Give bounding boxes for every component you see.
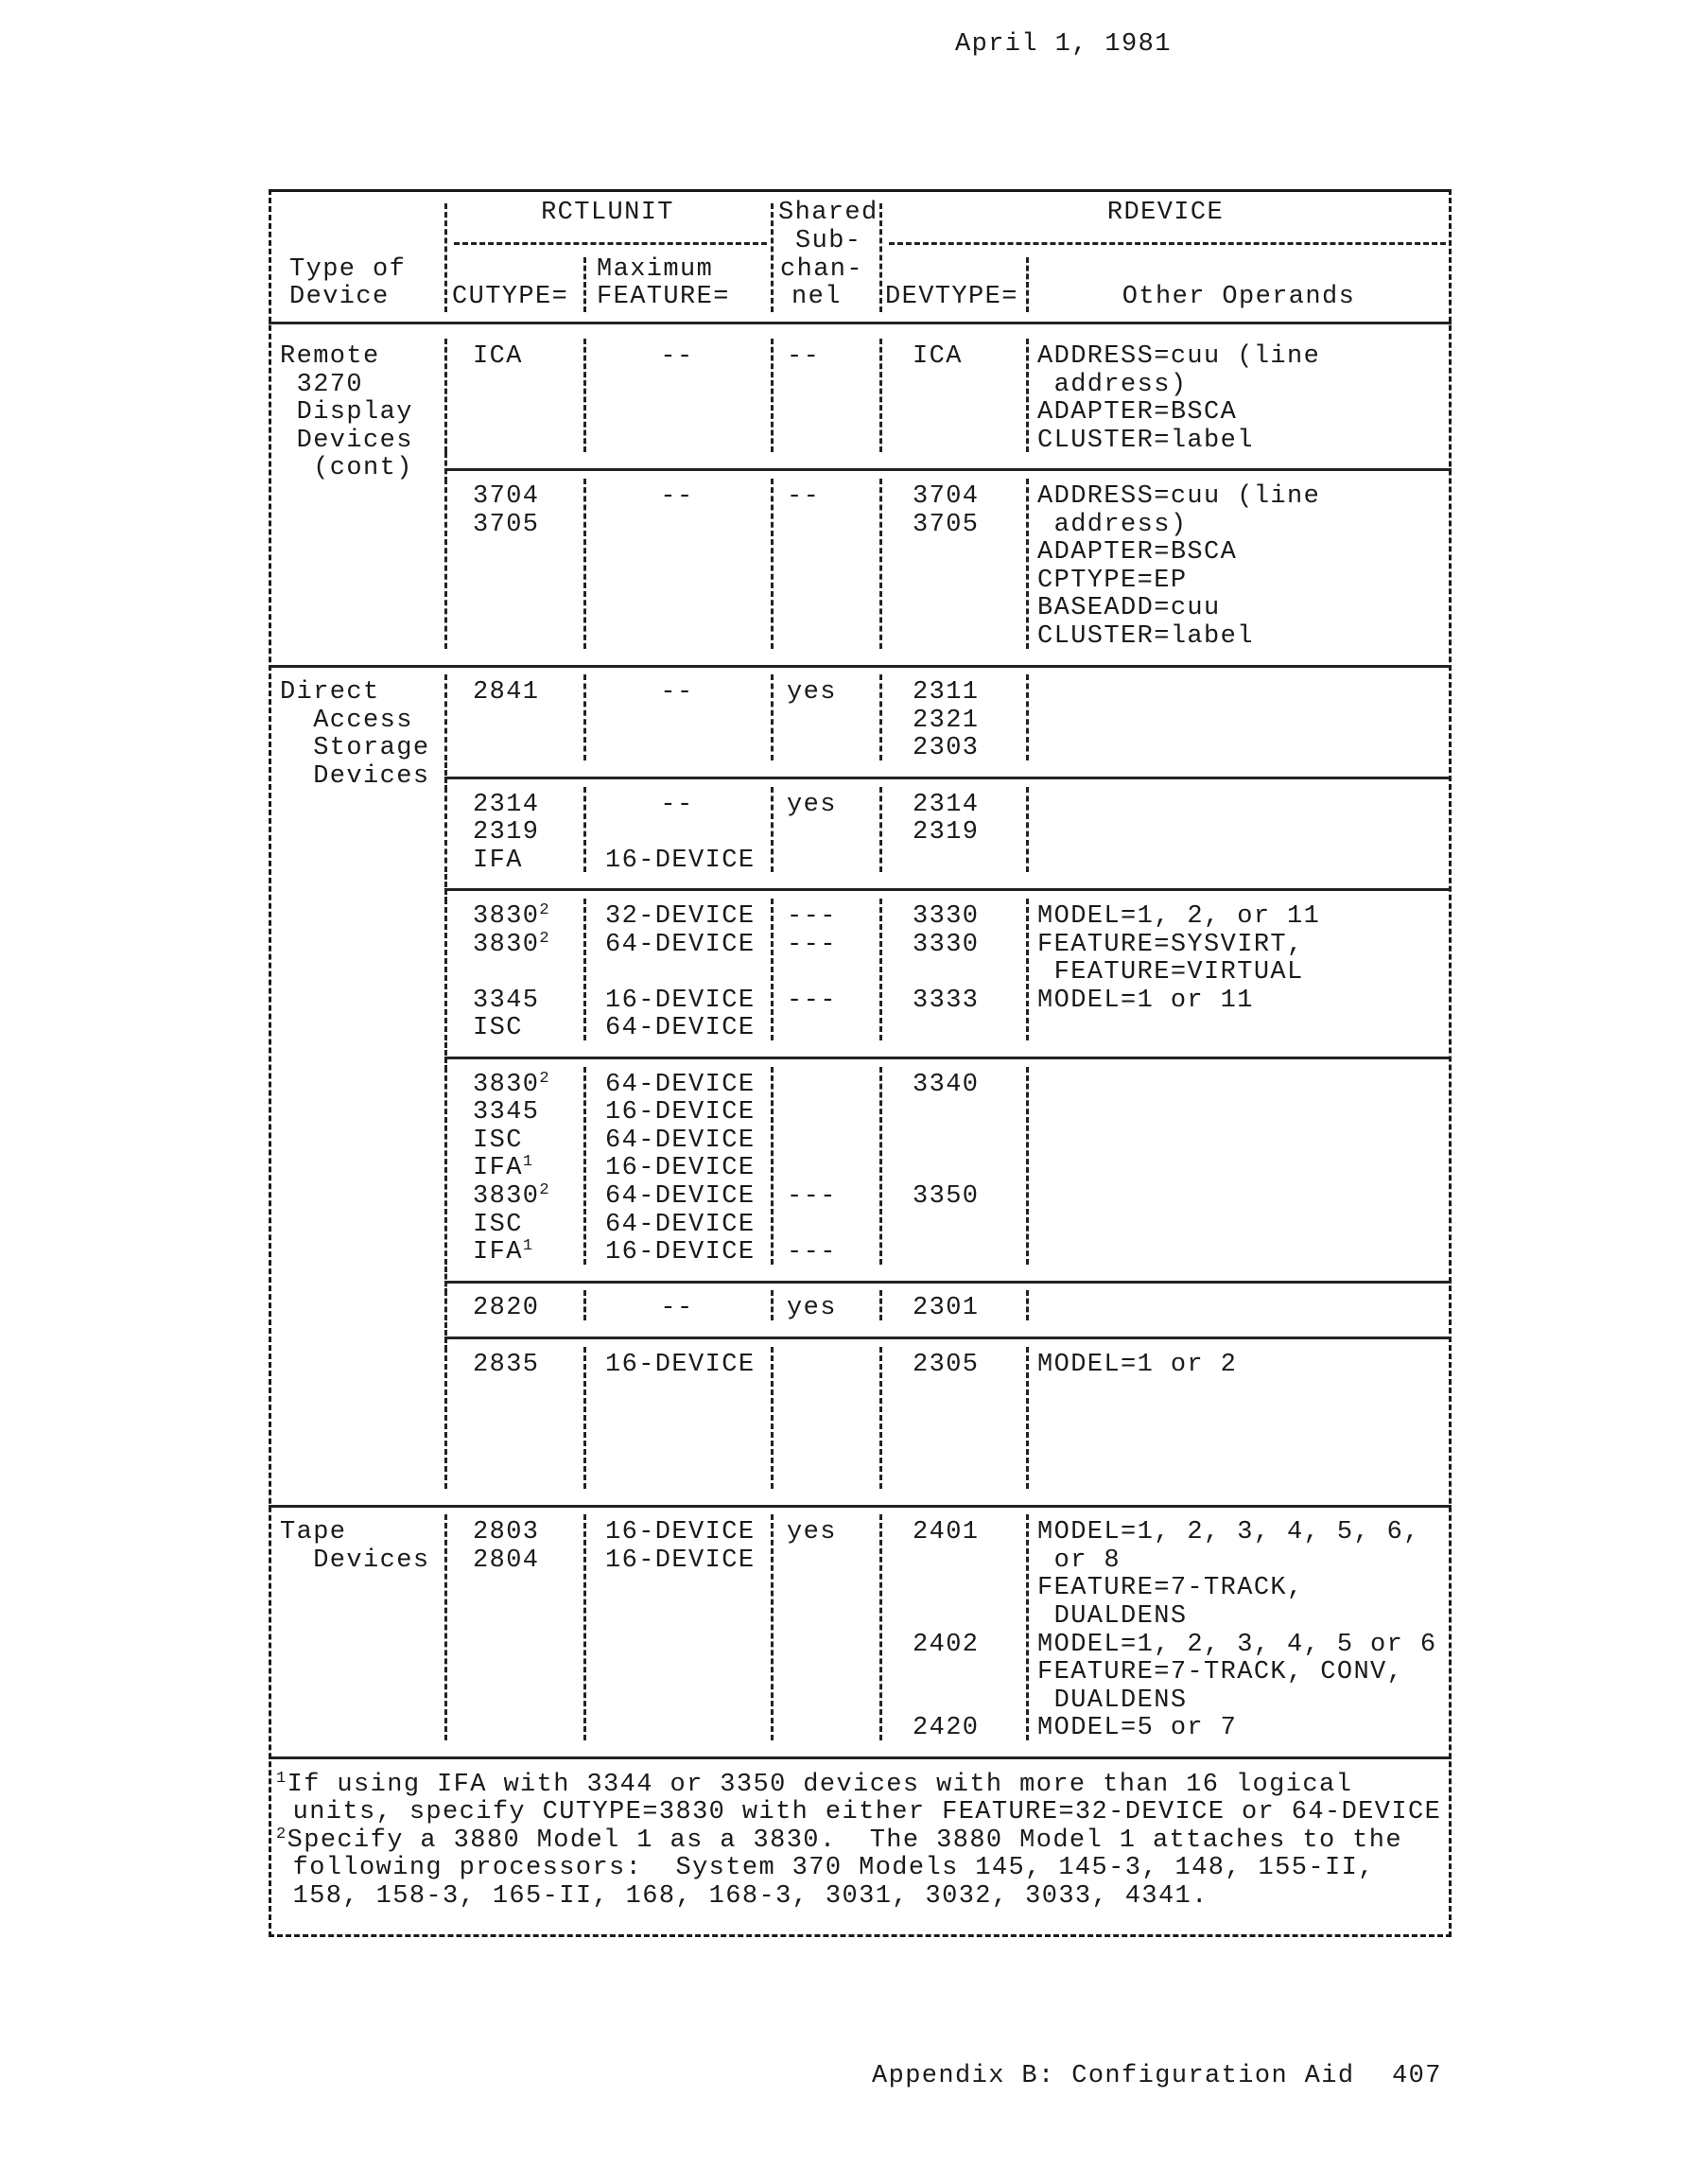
device-type-label: (cont) bbox=[280, 454, 413, 483]
column-divider bbox=[771, 1347, 774, 1489]
header-sub: Sub- bbox=[795, 227, 862, 255]
cutype-value: 3830 bbox=[473, 1070, 540, 1099]
column-divider bbox=[879, 1067, 882, 1265]
column-divider bbox=[1026, 1067, 1029, 1265]
operand-cell: MODEL=1, 2, or 11 bbox=[1037, 902, 1321, 931]
cutype-cell bbox=[473, 1238, 533, 1267]
column-divider bbox=[444, 1514, 447, 1740]
device-type-label: Devices bbox=[280, 1546, 430, 1575]
column-divider bbox=[1026, 1514, 1029, 1740]
operand-cell: address) bbox=[1037, 370, 1188, 399]
column-divider bbox=[771, 1290, 774, 1320]
cutype-cell: ISC bbox=[473, 1210, 523, 1239]
feature-cell: -- bbox=[660, 678, 694, 708]
page-number: 407 bbox=[1392, 2062, 1442, 2090]
column-divider bbox=[879, 1347, 882, 1489]
header-device: Device bbox=[289, 283, 390, 311]
footnote-ref: 2 bbox=[539, 901, 551, 919]
column-divider bbox=[771, 1514, 774, 1740]
group-divider bbox=[269, 665, 1452, 668]
column-divider bbox=[771, 1067, 774, 1265]
footnote-line bbox=[276, 1771, 1352, 1799]
footnote-line: following processors: System 370 Models 145, 145-3, 148, 155-II, bbox=[276, 1854, 1375, 1883]
column-divider bbox=[583, 787, 586, 873]
feature-cell: 16-DEVICE bbox=[605, 1546, 756, 1575]
cutype-cell: 2319 bbox=[473, 818, 540, 847]
header-shared: Shared bbox=[778, 199, 878, 227]
cutype-value: 3830 bbox=[473, 1182, 540, 1211]
cutype-cell: 3345 bbox=[473, 986, 540, 1015]
feature-cell: 16-DEVICE bbox=[605, 986, 756, 1015]
column-divider bbox=[1026, 257, 1029, 312]
shared-subchannel-cell: -- bbox=[787, 342, 821, 371]
cutype-cell: 2835 bbox=[473, 1350, 540, 1379]
device-type-label: Devices bbox=[280, 762, 430, 791]
header-cutype: CUTYPE= bbox=[452, 283, 569, 311]
column-divider bbox=[879, 339, 882, 452]
column-divider bbox=[879, 479, 882, 649]
column-divider bbox=[444, 479, 447, 649]
operand-cell: ADAPTER=BSCA bbox=[1037, 538, 1238, 568]
shared-subchannel-cell: yes bbox=[787, 790, 837, 819]
cutype-value: 3830 bbox=[473, 930, 540, 959]
header-maximum: Maximum bbox=[597, 255, 714, 284]
shared-subchannel-cell: yes bbox=[787, 678, 837, 708]
shared-subchannel-cell: --- bbox=[787, 930, 837, 959]
devtype-cell: 2314 bbox=[913, 790, 980, 819]
column-divider bbox=[1026, 1347, 1029, 1489]
cutype-cell bbox=[473, 902, 550, 931]
cutype-value: IFA bbox=[473, 1238, 523, 1267]
operand-cell: FEATURE=VIRTUAL bbox=[1037, 958, 1304, 987]
cutype-cell bbox=[473, 1071, 550, 1099]
operand-cell: FEATURE=SYSVIRT, bbox=[1037, 930, 1304, 959]
feature-cell: 64-DEVICE bbox=[605, 930, 756, 959]
devtype-cell: 2305 bbox=[913, 1350, 980, 1379]
group-divider bbox=[269, 1505, 1452, 1508]
feature-cell: 16-DEVICE bbox=[605, 1098, 756, 1127]
column-divider bbox=[1026, 1290, 1029, 1320]
column-divider bbox=[1026, 339, 1029, 452]
footnote-ref: 2 bbox=[539, 1069, 551, 1088]
rdevice-divider bbox=[889, 242, 1446, 245]
footnote-mark: 1 bbox=[276, 1769, 287, 1788]
column-divider bbox=[771, 787, 774, 873]
operand-cell: or 8 bbox=[1037, 1546, 1122, 1575]
cutype-cell bbox=[473, 1154, 533, 1182]
block-divider bbox=[444, 1337, 1452, 1339]
operand-cell: CLUSTER=label bbox=[1037, 426, 1254, 455]
operand-cell: MODEL=5 or 7 bbox=[1037, 1714, 1238, 1743]
column-divider bbox=[1026, 479, 1029, 649]
header-rctlunit: RCTLUNIT bbox=[541, 199, 674, 227]
block-divider bbox=[444, 888, 1452, 891]
operand-cell: ADDRESS=cuu (line bbox=[1037, 342, 1321, 371]
shared-subchannel-cell: -- bbox=[787, 482, 821, 511]
cutype-value: 3830 bbox=[473, 902, 540, 931]
devtype-cell: 3704 bbox=[913, 482, 980, 511]
shared-subchannel-cell: yes bbox=[787, 1294, 837, 1323]
operand-cell: ADAPTER=BSCA bbox=[1037, 398, 1238, 428]
column-divider bbox=[583, 257, 586, 312]
cutype-cell: 2820 bbox=[473, 1294, 540, 1323]
column-divider bbox=[1026, 674, 1029, 760]
column-divider bbox=[583, 1067, 586, 1265]
operand-cell: MODEL=1, 2, 3, 4, 5 or 6 bbox=[1037, 1630, 1437, 1659]
footnote-mark: 2 bbox=[276, 1825, 287, 1843]
column-divider bbox=[771, 899, 774, 1040]
operand-cell: ADDRESS=cuu (line bbox=[1037, 482, 1321, 511]
footnote-ref: 2 bbox=[539, 1181, 551, 1199]
cutype-value: IFA bbox=[473, 1154, 523, 1183]
feature-cell: 64-DEVICE bbox=[605, 1070, 756, 1099]
devtype-cell: 3340 bbox=[913, 1070, 980, 1099]
column-divider bbox=[771, 674, 774, 760]
column-divider bbox=[583, 339, 586, 452]
feature-cell: 16-DEVICE bbox=[605, 1350, 756, 1379]
cutype-cell: 2804 bbox=[473, 1546, 540, 1575]
devtype-cell: 2303 bbox=[913, 734, 980, 763]
feature-cell: 32-DEVICE bbox=[605, 902, 756, 931]
feature-cell: -- bbox=[660, 790, 694, 819]
column-divider bbox=[771, 479, 774, 649]
device-type-label: Remote bbox=[280, 342, 380, 371]
column-divider bbox=[444, 674, 447, 760]
column-divider bbox=[583, 899, 586, 1040]
column-divider bbox=[879, 674, 882, 760]
cutype-cell: ISC bbox=[473, 1126, 523, 1155]
operand-cell: CLUSTER=label bbox=[1037, 622, 1254, 651]
devtype-cell: 2420 bbox=[913, 1714, 980, 1743]
operand-cell: DUALDENS bbox=[1037, 1686, 1188, 1715]
operand-cell: DUALDENS bbox=[1037, 1602, 1188, 1631]
cutype-cell: IFA bbox=[473, 846, 523, 875]
footnote-text: Specify a 3880 Model 1 as a 3830. The 3880 Model 1 attaches to the bbox=[287, 1826, 1402, 1855]
footnote-line: units, specify CUTYPE=3830 with either FEATURE=32-DEVICE or 64-DEVICE bbox=[276, 1798, 1442, 1827]
feature-cell: -- bbox=[660, 342, 694, 371]
header-chan: chan- bbox=[780, 255, 864, 284]
block-divider bbox=[444, 1281, 1452, 1284]
page-date: April 1, 1981 bbox=[955, 30, 1172, 59]
devtype-cell: 3330 bbox=[913, 930, 980, 959]
footnote-text: If using IFA with 3344 or 3350 devices with more than 16 logical bbox=[287, 1770, 1353, 1799]
column-divider bbox=[444, 339, 447, 452]
cutype-cell: 2841 bbox=[473, 678, 540, 708]
feature-cell: 16-DEVICE bbox=[605, 1154, 756, 1183]
footnote-ref: 1 bbox=[522, 1153, 534, 1172]
device-type-label: Display bbox=[280, 398, 413, 428]
column-divider bbox=[444, 1290, 447, 1320]
devtype-cell: 2311 bbox=[913, 678, 980, 708]
devtype-cell: ICA bbox=[913, 342, 963, 371]
cutype-cell bbox=[473, 931, 550, 959]
column-divider bbox=[879, 203, 882, 312]
devtype-cell: 2301 bbox=[913, 1294, 980, 1323]
column-divider bbox=[879, 1514, 882, 1740]
cutype-cell bbox=[473, 1182, 550, 1211]
shared-subchannel-cell: --- bbox=[787, 1238, 837, 1267]
column-divider bbox=[1026, 787, 1029, 873]
feature-cell: -- bbox=[660, 482, 694, 511]
column-divider bbox=[583, 1347, 586, 1489]
device-type-label: Tape bbox=[280, 1518, 347, 1547]
device-type-label: Storage bbox=[280, 734, 430, 763]
devtype-cell: 3705 bbox=[913, 510, 980, 539]
feature-cell: 16-DEVICE bbox=[605, 846, 756, 875]
column-divider bbox=[583, 1290, 586, 1320]
operand-cell: CPTYPE=EP bbox=[1037, 566, 1188, 595]
feature-cell: -- bbox=[660, 1294, 694, 1323]
footnote-ref: 2 bbox=[539, 929, 551, 948]
device-type-label: Access bbox=[280, 706, 413, 735]
shared-subchannel-cell: --- bbox=[787, 902, 837, 931]
devtype-cell: 3333 bbox=[913, 986, 980, 1015]
footnote-line: 158, 158-3, 165-II, 168, 168-3, 3031, 3032, 3033, 4341. bbox=[276, 1882, 1209, 1911]
operand-cell: BASEADD=cuu bbox=[1037, 594, 1221, 623]
column-divider bbox=[444, 787, 447, 873]
device-type-label: Direct bbox=[280, 678, 380, 708]
column-divider bbox=[879, 787, 882, 873]
devtype-cell: 2402 bbox=[913, 1630, 980, 1659]
group-divider bbox=[269, 1756, 1452, 1759]
column-divider bbox=[1026, 899, 1029, 1040]
column-divider bbox=[583, 674, 586, 760]
block-divider bbox=[444, 777, 1452, 779]
column-divider bbox=[444, 1067, 447, 1265]
block-divider bbox=[444, 1057, 1452, 1059]
feature-cell: 16-DEVICE bbox=[605, 1518, 756, 1547]
cutype-cell: 3705 bbox=[473, 510, 540, 539]
operand-cell: FEATURE=7-TRACK, CONV, bbox=[1037, 1658, 1404, 1687]
device-type-label: Devices bbox=[280, 426, 413, 455]
column-divider bbox=[879, 899, 882, 1040]
cutype-cell: 2803 bbox=[473, 1518, 540, 1547]
column-divider bbox=[771, 339, 774, 452]
shared-subchannel-cell: --- bbox=[787, 986, 837, 1015]
devtype-cell: 2401 bbox=[913, 1518, 980, 1547]
rctlunit-divider bbox=[454, 242, 767, 245]
header-type-of: Type of bbox=[289, 255, 407, 284]
column-divider bbox=[583, 479, 586, 649]
cutype-cell: ICA bbox=[473, 342, 523, 371]
feature-cell: 64-DEVICE bbox=[605, 1182, 756, 1211]
devtype-cell: 3330 bbox=[913, 902, 980, 931]
footnote-line bbox=[276, 1826, 1402, 1855]
header-rule bbox=[269, 322, 1452, 324]
cutype-cell: 3704 bbox=[473, 482, 540, 511]
feature-cell: 64-DEVICE bbox=[605, 1014, 756, 1043]
column-divider bbox=[583, 1514, 586, 1740]
devtype-cell: 3350 bbox=[913, 1182, 980, 1211]
cutype-cell: 2314 bbox=[473, 790, 540, 819]
operand-cell: address) bbox=[1037, 510, 1188, 539]
shared-subchannel-cell: yes bbox=[787, 1518, 837, 1547]
block-divider bbox=[444, 468, 1452, 471]
cutype-cell: ISC bbox=[473, 1014, 523, 1043]
operand-cell: MODEL=1 or 2 bbox=[1037, 1350, 1238, 1379]
cutype-cell: 3345 bbox=[473, 1098, 540, 1127]
column-divider bbox=[771, 203, 774, 312]
column-divider bbox=[444, 1347, 447, 1489]
column-divider bbox=[444, 899, 447, 1040]
devtype-cell: 2321 bbox=[913, 706, 980, 735]
header-feature: FEATURE= bbox=[597, 283, 730, 311]
operand-cell: MODEL=1, 2, 3, 4, 5, 6, bbox=[1037, 1518, 1420, 1547]
operand-cell: MODEL=1 or 11 bbox=[1037, 986, 1254, 1015]
device-type-label: 3270 bbox=[280, 370, 364, 399]
header-other-operands: Other Operands bbox=[1122, 283, 1356, 311]
header-nel: nel bbox=[791, 283, 842, 311]
footer-title: Appendix B: Configuration Aid bbox=[872, 2062, 1355, 2090]
header-devtype: DEVTYPE= bbox=[885, 283, 1018, 311]
footnote-ref: 1 bbox=[522, 1237, 534, 1256]
feature-cell: 64-DEVICE bbox=[605, 1126, 756, 1155]
operand-cell: FEATURE=7-TRACK, bbox=[1037, 1574, 1304, 1603]
column-divider bbox=[444, 203, 447, 312]
feature-cell: 16-DEVICE bbox=[605, 1238, 756, 1267]
column-divider bbox=[879, 1290, 882, 1320]
devtype-cell: 2319 bbox=[913, 818, 980, 847]
feature-cell: 64-DEVICE bbox=[605, 1210, 756, 1239]
header-rdevice: RDEVICE bbox=[1106, 199, 1225, 227]
shared-subchannel-cell: --- bbox=[787, 1182, 837, 1211]
